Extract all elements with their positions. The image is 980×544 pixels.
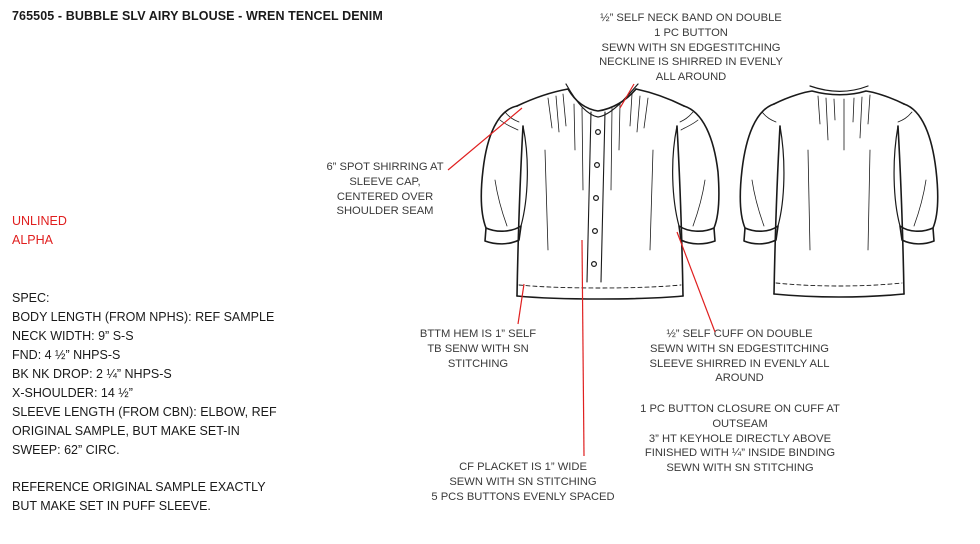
spec-line: BK NK DROP: 2 ¼” NHPS-S <box>12 367 172 381</box>
note-line: SLEEVE CAP, <box>349 175 421 188</box>
page-title: 765505 - BUBBLE SLV AIRY BLOUSE - WREN TENCEL DENIM <box>12 9 383 23</box>
front-button <box>594 196 599 201</box>
front-right-cuff <box>679 226 715 244</box>
reference-line: REFERENCE ORIGINAL SAMPLE EXACTLY <box>12 480 266 494</box>
note-line: 1 PC BUTTON CLOSURE ON CUFF AT <box>640 403 840 415</box>
back-gathers <box>808 95 870 250</box>
front-button <box>592 262 597 267</box>
back-shoulders <box>774 91 904 104</box>
flag-unlined: UNLINED <box>12 214 67 228</box>
front-view-sketch <box>481 84 719 299</box>
note-line: 6” SPOT SHIRRING AT <box>326 161 444 173</box>
note-line: AROUND <box>715 372 764 385</box>
front-shoulder-left <box>517 89 568 106</box>
note-line: SLEEVE SHIRRED IN EVENLY ALL <box>649 357 830 370</box>
note-line: NECKLINE IS SHIRRED IN EVENLY <box>599 56 783 69</box>
note-line: ½” SELF CUFF ON DOUBLE <box>666 328 813 340</box>
note-line: ½” SELF NECK BAND ON DOUBLE <box>600 12 782 24</box>
back-body-right-side <box>898 126 904 294</box>
note-line: TB SENW WITH SN <box>427 342 529 355</box>
front-left-cuff <box>485 226 521 244</box>
note-line: FINISHED WITH ¼” INSIDE BINDING <box>644 447 836 460</box>
leader-placket <box>582 240 584 456</box>
front-right-sleeve <box>684 106 719 228</box>
spec-line: SLEEVE LENGTH (FROM CBN): ELBOW, REF <box>12 405 277 419</box>
note-line: SEWN WITH SN EDGESTITCHING <box>601 41 781 54</box>
front-shoulder-right <box>636 89 684 106</box>
flag-alpha: ALPHA <box>12 233 53 247</box>
back-hem <box>774 294 904 297</box>
front-hem <box>517 296 683 299</box>
front-button <box>593 229 598 234</box>
leader-hem <box>518 284 524 324</box>
front-neckline <box>568 89 636 111</box>
front-left-sleeve <box>481 106 517 228</box>
note-line: ALL AROUND <box>655 71 727 84</box>
note-line: SEWN WITH SN STITCHING <box>666 462 814 475</box>
front-button <box>596 130 601 135</box>
back-right-cuff <box>900 226 934 244</box>
front-placket-right <box>601 112 605 282</box>
spec-line: ORIGINAL SAMPLE, BUT MAKE SET-IN <box>12 424 240 438</box>
note-line: 3” HT KEYHOLE DIRECTLY ABOVE <box>648 432 832 445</box>
spec-line: FND: 4 ½” NHPS-S <box>12 348 121 362</box>
back-left-sleeve <box>740 104 774 228</box>
back-left-cuff <box>744 226 778 244</box>
note-line: BTTM HEM IS 1” SELF <box>419 328 537 340</box>
front-placket-left <box>587 112 591 282</box>
front-button <box>595 163 600 168</box>
note-line: SEWN WITH SN EDGESTITCHING <box>650 342 829 355</box>
back-view-sketch <box>740 86 937 297</box>
back-hem-stitch <box>776 283 902 286</box>
spec-line: NECK WIDTH: 9” S-S <box>12 329 134 343</box>
spec-line: BODY LENGTH (FROM NPHS): REF SAMPLE <box>12 310 275 324</box>
front-neckband <box>566 84 638 117</box>
note-line: 1 PC BUTTON <box>654 26 728 39</box>
note-line: CENTERED OVER <box>336 190 434 203</box>
note-line: OUTSEAM <box>712 417 768 430</box>
back-neckband <box>810 86 868 91</box>
note-line: SEWN WITH SN STITCHING <box>449 475 597 488</box>
note-line: CF PLACKET IS 1” WIDE <box>459 461 587 473</box>
spec-line: SWEEP: 62” CIRC. <box>12 443 120 457</box>
front-sleeve-cap-gathers <box>495 112 705 226</box>
spec-heading: SPEC: <box>12 291 50 305</box>
reference-line: BUT MAKE SET IN PUFF SLEEVE. <box>12 499 211 513</box>
note-line: 5 PCS BUTTONS EVENLY SPACED <box>431 490 615 503</box>
note-line: SHOULDER SEAM <box>336 205 434 218</box>
back-right-sleeve <box>904 104 938 228</box>
back-body-left-side <box>774 126 780 294</box>
front-body-left-side <box>517 126 523 296</box>
note-line: STITCHING <box>447 357 509 370</box>
front-hem-stitch <box>519 285 681 288</box>
front-body-right-side <box>677 126 683 296</box>
spec-line: X-SHOULDER: 14 ½” <box>12 386 133 400</box>
